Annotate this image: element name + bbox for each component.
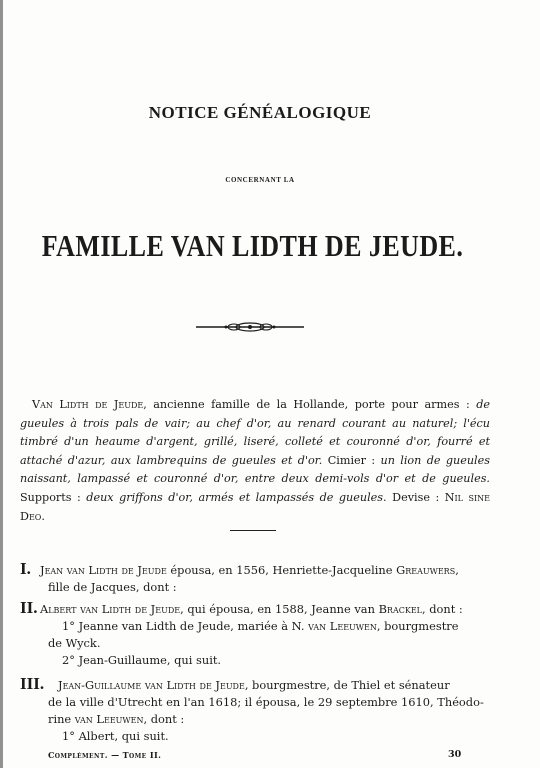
entry-number: II. xyxy=(20,598,38,617)
spouse-name: Greauwers xyxy=(396,563,456,577)
child-line: de Wyck. xyxy=(48,636,101,650)
devise-text: Nil sine Deo. xyxy=(20,490,490,523)
entry-text: , bourgmestre, de Thiel et sénateur xyxy=(244,678,450,692)
family-title: FAMILLE VAN LIDTH DE JEUDE. xyxy=(41,228,464,263)
page-number: 30 xyxy=(448,749,462,760)
intro-text: , ancienne famille de la Hollande, porte pour armes : xyxy=(143,398,477,411)
person-name: Jean van Lidth de Jeude xyxy=(40,563,167,577)
child-line: 2° Jean-Guillaume, qui suit. xyxy=(62,653,222,667)
devise-label: Devise : xyxy=(386,490,445,504)
genealogy-entry-3 xyxy=(20,674,496,745)
entry-text: 1° Jeanne van Lidth de Jeude, mariée à N. xyxy=(62,619,309,633)
entry-text: , dont : xyxy=(421,602,463,616)
entry-text: , bourgmestre xyxy=(376,619,459,633)
entry-line xyxy=(20,598,496,618)
entry-number: III. xyxy=(20,674,45,693)
spouse-name: van Leeuwen xyxy=(74,712,144,726)
genealogy-entry-2 xyxy=(20,598,496,669)
spouse-name: Brackel xyxy=(378,602,422,616)
entry-number: I. xyxy=(20,559,31,578)
ornament-divider xyxy=(196,320,304,334)
armorial-description xyxy=(20,396,490,526)
entry-text: , xyxy=(455,563,459,577)
entry-line xyxy=(20,711,496,728)
child-line: 1° Albert, qui suit. xyxy=(62,729,169,743)
cimier-text: un lion de gueules naissant, lampassé et couronné d'or, entre deux demi-vols d'or et de gueules. xyxy=(20,453,490,486)
supports-label: Supports : xyxy=(20,490,87,504)
person-name: Jean-Guillaume van Lidth de Jeude xyxy=(58,678,245,692)
concernant-subheading: CONCERNANT LA xyxy=(225,176,295,184)
entry-text: , qui épousa, en 1588, Jeanne xyxy=(180,602,355,616)
family-name: Van Lidth de Jeude xyxy=(32,398,144,411)
entry-text: , dont : xyxy=(143,712,185,726)
child-line xyxy=(20,618,496,635)
entry-line: de la ville d'Utrecht en l'an 1618; il épousa, le 29 septembre 1610, Théodo- xyxy=(48,695,484,709)
person-name: Albert van Lidth de Jeude xyxy=(40,602,181,616)
section-rule xyxy=(230,530,276,531)
notice-heading: NOTICE GÉNÉALOGIQUE xyxy=(148,103,372,122)
entry-line: fille de Jacques, dont : xyxy=(48,580,177,594)
footer-label: Complément. — Tome II. xyxy=(48,750,162,760)
entry-text: épousa, en 1556, Henriette-Jacqueline xyxy=(166,563,397,577)
entry-line xyxy=(20,559,496,579)
cimier-label: Cimier : xyxy=(322,453,381,467)
entry-text: van xyxy=(354,602,379,616)
genealogy-entry-1 xyxy=(20,559,496,596)
blazon-text: de gueules à trois pals de vair; au chef d'or, au renard courant au naturel; l'écu timbré d'un heaume d'argent, grillé, liseré, colleté et couronné d'or, fourré et attaché d'azur, aux lambrequins de gueules et d'or. xyxy=(20,398,490,467)
supports-text: deux griffons d'or, armés et lampassés de gueules. xyxy=(86,490,387,504)
entry-line xyxy=(20,674,496,694)
entry-text: rine xyxy=(48,712,75,726)
spouse-name: van Leeuwen xyxy=(308,619,377,633)
